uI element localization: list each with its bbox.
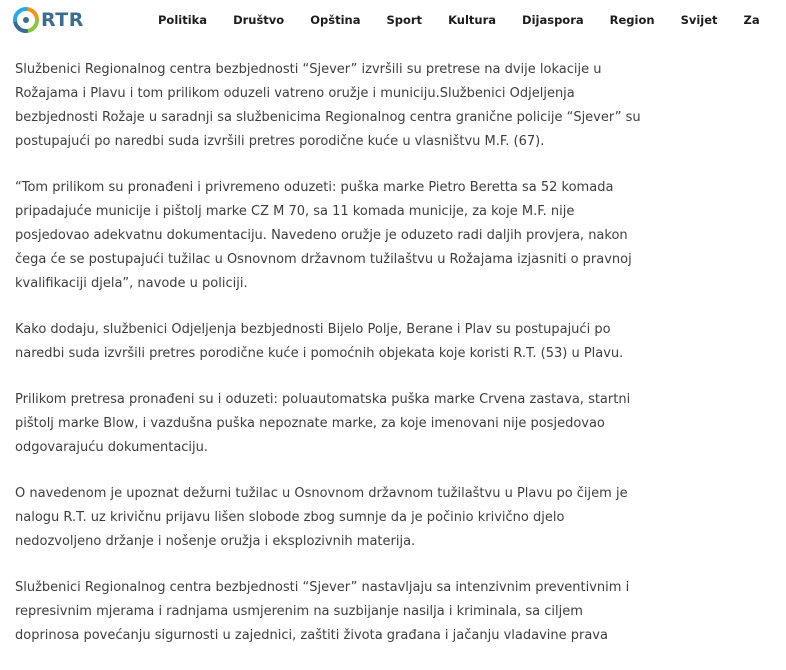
site-header [0,0,760,40]
article-paragraph: “Tom prilikom su pronađeni i privremeno oduzeti: puška marke Pietro Beretta sa 52 komada pripadajuće municije i pištolj marke CZ M 70, sa 11 komada municije, za koje M.F. nije posjedovao adekvatnu dokumentaciju. Navedeno oružje je oduzeto radi daljih provjera, nakon čega će se postupajući tužilac u Osnovnom državnom tužilaštvu u Rožajama izjasniti o pravnoj kvalifikaciji djela”, navode u policiji. [15,180,632,291]
main-nav [158,0,786,40]
article-paragraph: Službenici Regionalnog centra bezbjednosti “Sjever” nastavljaju sa intenzivnim preventivnim i represivnim mjerama i radnjama usmjerenim na suzbijanje nasilja i kriminala, sa ciljem doprinosa povećanju sigurnosti u zajednici, zaštiti života građana i jačanju vladavine prava [15,580,630,643]
article-paragraph: Kako dodaju, službenici Odjeljenja bezbjednosti Bijelo Polje, Berane i Plav su postupajući po naredbi suda izvršili pretres porodične kuće i pomoćnih objekata koje koristi R.T. (53) u Plavu. [15,322,624,361]
nav-item-drustvo[interactable]: Društvo [233,13,285,27]
nav-item-sport[interactable]: Sport [386,13,423,27]
article-paragraph: O navedenom je upoznat dežurni tužilac u Osnovnom državnom tužilaštvu u Plavu po čijem je nalogu R.T. uz krivičnu prijavu lišen slobode zbog sumnje da je počinio krivično djelo nedozvoljeno držanje i nošenje oružja i eksplozivnih materija. [15,486,628,549]
nav-item-dijaspora[interactable]: Dijaspora [522,13,584,27]
rtr-logo-icon [13,7,39,33]
logo-text: RTR [41,9,84,31]
article-body [15,58,645,670]
nav-item-svijet[interactable]: Svijet [680,13,718,27]
nav-item-zabava[interactable]: Za [743,13,760,27]
nav-item-opstina[interactable]: Opština [310,13,361,27]
article-paragraph: Prilikom pretresa pronađeni su i oduzeti: poluautomatska puška marke Crvena zastava, startni pištolj marke Blow, i vazdušna puška nepoznate marke, za koje imenovani nije posjedovao odgovarajuću dokumentaciju. [15,392,631,455]
nav-item-politika[interactable]: Politika [158,13,208,27]
nav-item-kultura[interactable]: Kultura [448,13,497,27]
site-logo[interactable] [13,6,84,34]
article-paragraph: Službenici Regionalnog centra bezbjednosti “Sjever” izvršili su pretrese na dvije lokacije u Rožajama i Plavu i tom prilikom oduzeli vatreno oružje i municiju.Službenici Odjeljenja bezbjednosti Rožaje u saradnji sa službenicima Regionalnog centra granične policije “Sjever” su postupajući po naredbi suda izvršili pretres porodične kuće u vlasništvu M.F. (67). [15,62,641,149]
nav-item-region[interactable]: Region [609,13,655,27]
